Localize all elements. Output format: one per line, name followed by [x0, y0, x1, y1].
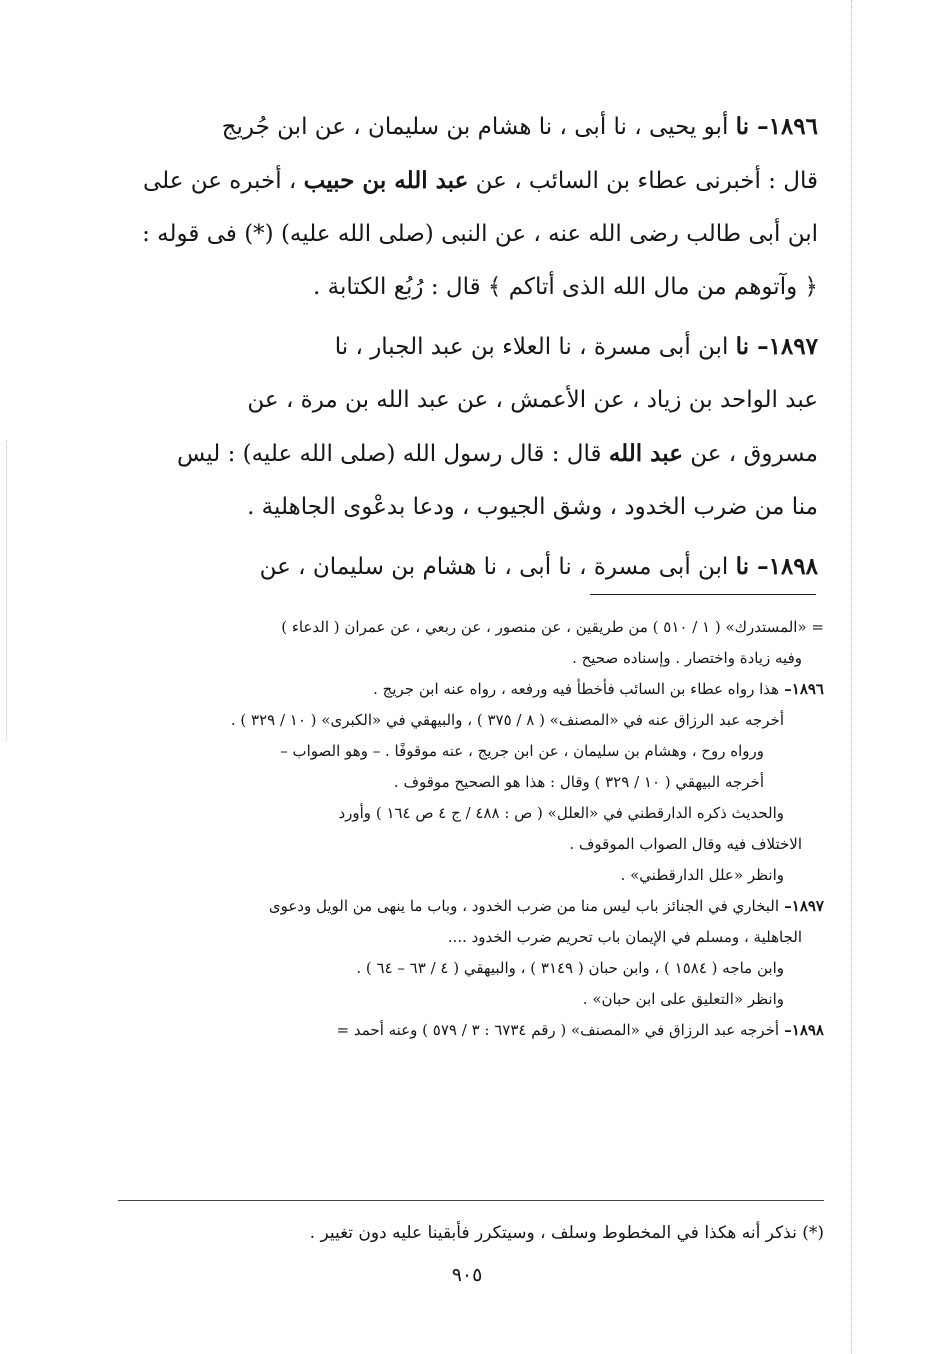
text-run: منا من ضرب الخدود ، وشق الجيوب ، ودعا بدعْوى الجاهلية .	[247, 494, 818, 520]
note-text: والحديث ذكره الدارقطني في «العلل» ( ص : ٤٨٨ / ج ٤ ص ١٦٤ ) وأورد	[338, 804, 784, 822]
footnote-separator-rule	[118, 1200, 824, 1201]
text-line	[112, 261, 818, 314]
bold-text: ١٨٩٧–	[749, 333, 818, 360]
footnote-line	[112, 984, 824, 1015]
text-run: ﴿ وآتوهم من مال الله الذى أتاكم ﴾ قال : رُبُع الكتابة .	[313, 274, 818, 300]
footnote-line	[112, 922, 824, 953]
footnote-line	[112, 736, 824, 767]
text-line	[112, 481, 818, 534]
scan-edge-left	[6, 440, 7, 740]
text-line	[112, 154, 818, 208]
bold-text: عبد الله بن حبيب	[303, 167, 469, 194]
main-text	[112, 100, 818, 600]
text-line	[112, 100, 818, 154]
footnote-line	[112, 674, 824, 705]
note-text: وابن ماجه ( ١٥٨٤ ) ، وابن حبان ( ٣١٤٩ ) ، والبيهقي ( ٤ / ٦٣ – ٦٤ ) .	[356, 959, 784, 977]
bold-text: نا	[735, 333, 750, 360]
note-text: وانظر «علل الدارقطني» .	[620, 866, 784, 884]
footnote-line	[112, 643, 824, 674]
bold-text: نا	[735, 553, 750, 580]
text-line	[112, 427, 818, 481]
footnote-line	[112, 953, 824, 984]
note-text: = «المستدرك» ( ١ / ٥١٠ ) من طريقين ، عن منصور ، عن ربعي ، عن عمران ( الدعاء )	[281, 618, 824, 636]
text-run: مسروق ، عن	[682, 441, 818, 467]
notes-separator-rule	[590, 594, 816, 595]
note-text: البخاري في الجنائز باب ليس منا من ضرب الخدود ، وباب ما ينهى من الويل ودعوى	[268, 897, 780, 915]
text-run: ابن أبى مسرة ، نا أبى ، نا هشام بن سليمان ، عن	[259, 554, 736, 580]
note-text: وانظر «التعليق على ابن حبان» .	[582, 990, 784, 1008]
text-line	[112, 540, 818, 594]
text-run: عبد الواحد بن زياد ، عن الأعمش ، عن عبد الله بن مرة ، عن	[247, 387, 818, 413]
footnote-line	[112, 798, 824, 829]
footnote-line	[112, 767, 824, 798]
note-number: ١٨٩٨–	[779, 1021, 824, 1039]
footnotes-block	[112, 612, 824, 1046]
scan-edge-right	[851, 0, 852, 1354]
text-run: ابن أبى مسرة ، نا العلاء بن عبد الجبار ، نا	[334, 334, 736, 360]
text-run: قال : قال رسول الله (صلى الله عليه) : ليس	[176, 441, 609, 467]
text-run: ، أخبره عن على	[142, 168, 304, 194]
page-number: ٩٠٥	[451, 1264, 483, 1286]
footnote-line	[112, 860, 824, 891]
hadith-paragraph	[112, 100, 818, 314]
bold-text: عبد الله	[608, 440, 683, 467]
footnote-line	[112, 829, 824, 860]
hadith-paragraph	[112, 540, 818, 594]
text-line	[112, 208, 818, 261]
footnote-line	[112, 891, 824, 922]
bold-text: ١٨٩٨–	[749, 553, 818, 580]
editor-footnote: (*) نذكر أنه هكذا في المخطوط وسلف ، وسيتكرر فأبقينا عليه دون تغيير .	[309, 1223, 824, 1243]
note-text: أخرجه البيهقي ( ١٠ / ٣٢٩ ) وقال : هذا هو الصحيح موقوف .	[393, 773, 764, 791]
text-run: ابن أبى طالب رضى الله عنه ، عن النبى (صلى الله عليه) (*) فى قوله :	[142, 221, 818, 247]
hadith-paragraph	[112, 320, 818, 534]
note-text: أخرجه عبد الرزاق عنه في «المصنف» ( ٨ / ٣٧٥ ) ، والبيهقي في «الكبرى» ( ١٠ / ٣٢٩ ) .	[230, 711, 784, 729]
note-number: ١٨٩٦–	[779, 680, 824, 698]
note-text: ورواه روح ، وهشام بن سليمان ، عن ابن جريج ، عنه موقوفًا . – وهو الصواب –	[280, 742, 764, 760]
note-text: الاختلاف فيه وقال الصواب الموقوف .	[569, 835, 802, 853]
footnote-line	[112, 612, 824, 643]
bold-text: ١٨٩٦–	[749, 113, 818, 140]
text-line	[112, 374, 818, 427]
text-run: قال : أخبرنى عطاء بن السائب ، عن	[468, 168, 818, 194]
note-text: أخرجه عبد الرزاق في «المصنف» ( رقم ٦٧٣٤ : ٣ / ٥٧٩ ) وعنه أحمد =	[336, 1021, 780, 1039]
note-text: الجاهلية ، ومسلم في الإيمان باب تحريم ضرب الخدود ....	[447, 928, 802, 946]
text-run: أبو يحيى ، نا أبى ، نا هشام بن سليمان ، عن ابن جُريج	[221, 114, 736, 140]
note-text: هذا رواه عطاء بن السائب فأخطأ فيه ورفعه ، رواه عنه ابن جريج .	[373, 680, 780, 698]
text-line	[112, 320, 818, 374]
note-number: ١٨٩٧–	[779, 897, 824, 915]
bold-text: نا	[735, 113, 750, 140]
footnote-line	[112, 1015, 824, 1046]
footnote-line	[112, 705, 824, 736]
note-text: وفيه زيادة واختصار . وإسناده صحيح .	[572, 649, 802, 667]
